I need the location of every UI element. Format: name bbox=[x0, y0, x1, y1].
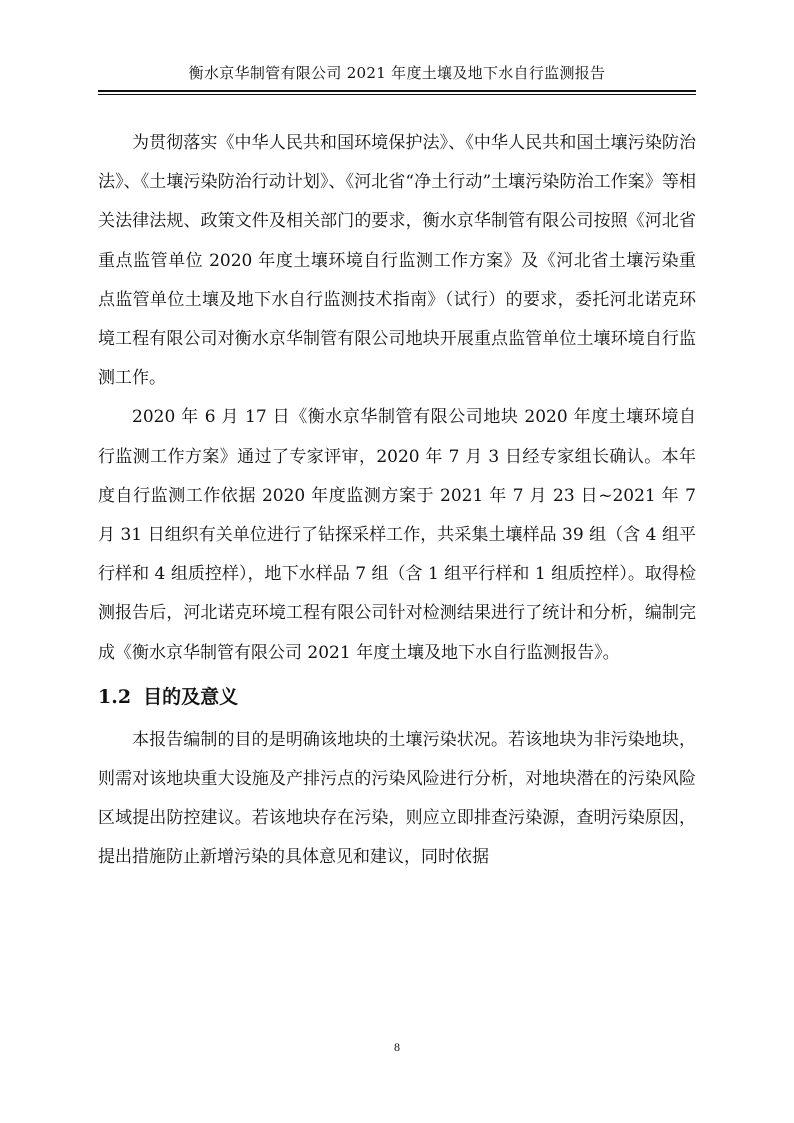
header-rule-thin bbox=[98, 94, 696, 95]
page-number: 8 bbox=[394, 1040, 400, 1054]
header-rule-thick bbox=[98, 90, 696, 92]
section-title: 目的及意义 bbox=[143, 685, 239, 708]
paragraph-purpose: 本报告编制的目的是明确该地块的土壤污染状况。若该地块为非污染地块，则需对该地块重大设施及产排污点的污染风险进行分析，对地块潜在的污染风险区域提出防控建议。若该地块存在污染，则应立即排查污染源，查明污染原因，提出措施防止新增污染的具体意见和建议，同时依据 bbox=[98, 729, 696, 868]
document-body bbox=[98, 124, 696, 878]
section-number: 1.2 bbox=[98, 685, 132, 708]
paragraph-background: 为贯彻落实《中华人民共和国环境保护法》、《中华人民共和国土壤污染防治法》、《土壤污染防治行动计划》、《河北省“净土行动”土壤污染防治工作案》等相关法律法规、政策文件及相关部门的要求，衡水京华制管有限公司按照《河北省重点监管单位 2020 年度土壤环境自行监测工作方案》及《河北省土壤污染重点监管单位土壤及地下水自行监测技术指南》（试行）的要求，委托河北诺克环境工程有限公司对衡水京华制管有限公司地块开展重点监管单位土壤环境自行监测工作。 bbox=[98, 133, 696, 389]
running-header: 衡水京华制管有限公司 2021 年度土壤及地下水自行监测报告 bbox=[188, 64, 606, 82]
paragraph-process: 2020 年 6 月 17 日《衡水京华制管有限公司地块 2020 年度土壤环境自行监测工作方案》通过了专家评审，2020 年 7 月 3 日经专家组长确认。本年度自行监测工作依据 2020 年度监测方案于 2021 年 7 月 23 日~2021 年 7 月 31 日组织有关单位进行了钻探采样工作，共采集土壤样品 39 组（含 4 组平行样和 4 组质控样），地下水样品 7 组（含 1 组平行样和 1 组质控样）。取得检测报告后，河北诺克环境工程有限公司针对检测结果进行了统计和分析，编制完成《衡水京华制管有限公司 2021 年度土壤及地下水自行监测报告》。 bbox=[98, 407, 696, 663]
section-heading bbox=[98, 673, 696, 721]
